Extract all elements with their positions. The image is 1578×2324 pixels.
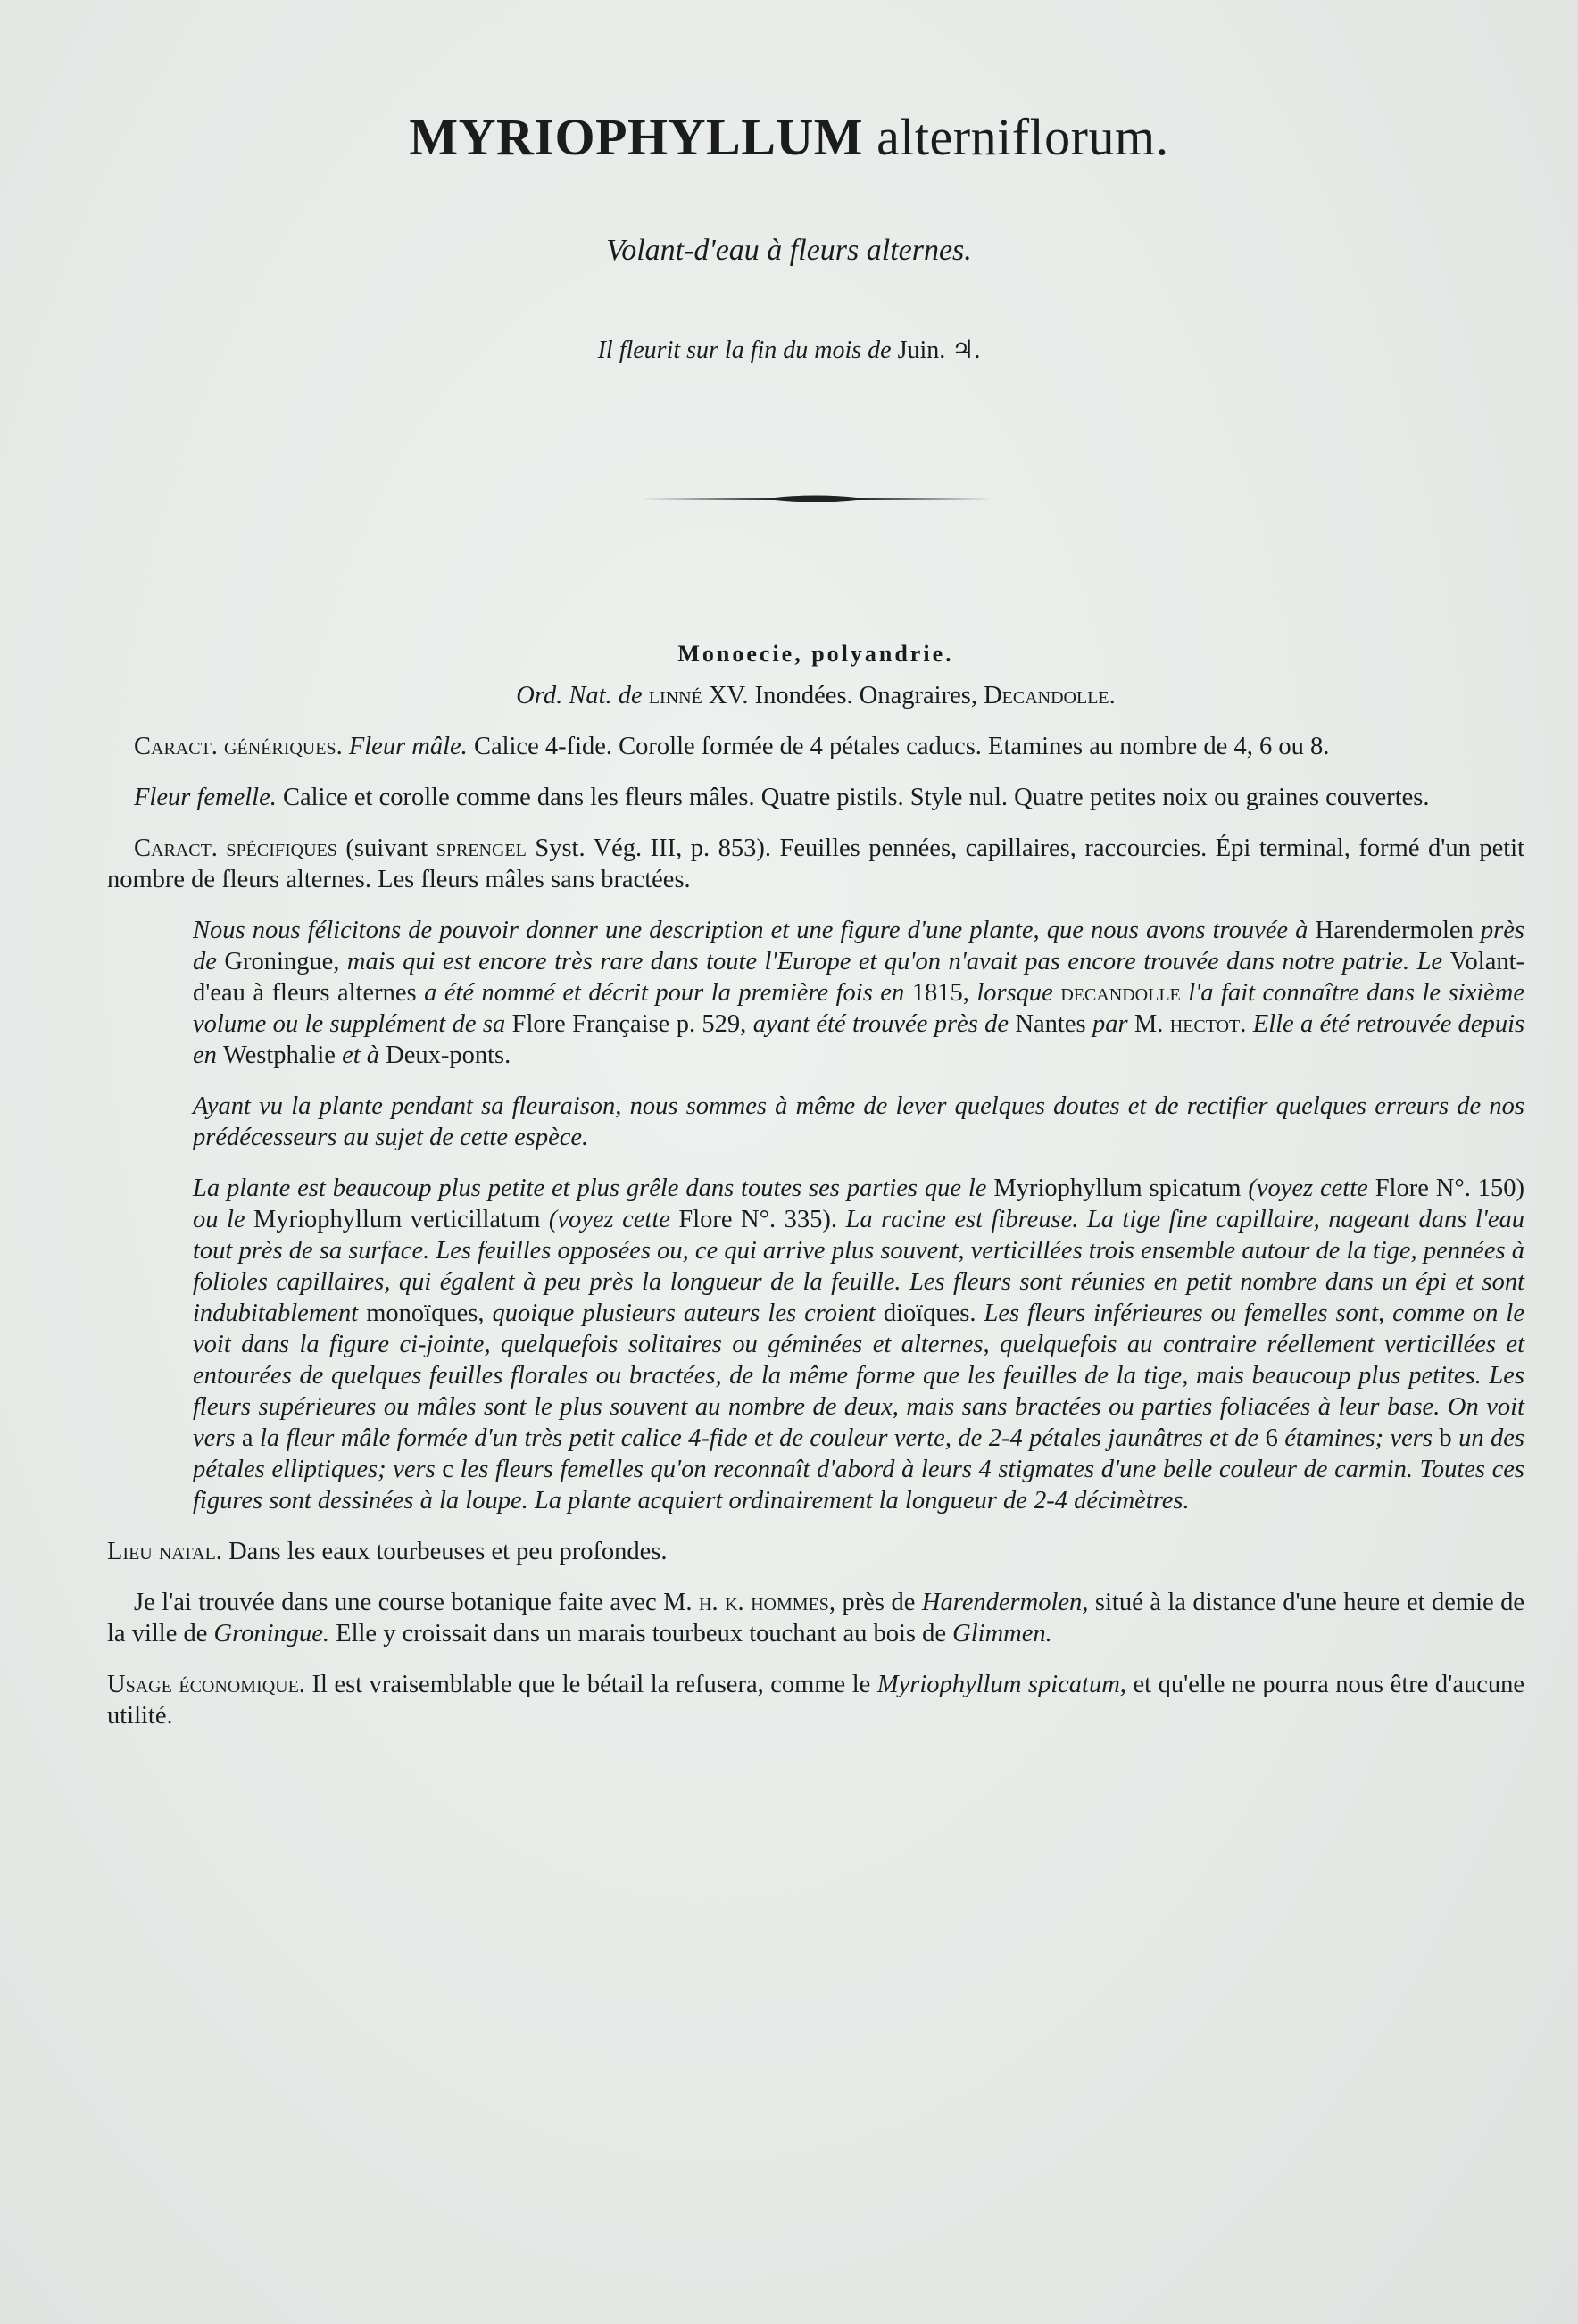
flowering-text: Il fleurit sur la fin du mois de: [597, 336, 892, 364]
habitat: Lieu natal. Dans les eaux tourbeuses et peu profondes.: [107, 1538, 668, 1565]
perennial-symbol: ♃.: [951, 336, 981, 364]
locality: Je l'ai trouvée dans une course botanique faite avec M. h. k. hommes, près de Harendermolen, situé à la distance d'une heure et demie de la ville de Groningue. Elle y croissait dans un marais tourbeux touchant au bois de Glimmen.: [107, 1589, 1525, 1648]
text-body: [107, 638, 1524, 1751]
economic-use: Usage économique. Il est vraisemblable que le bétail la refusera, comme le Myriophyllum spicatum, et qu'elle ne pourra nous être d'aucune utilité.: [107, 1671, 1525, 1730]
generic-characters: Caract. génériques. Fleur mâle. Calice 4-fide. Corolle formée de 4 pétales caducs. Etamines au nombre de 4, 6 ou 8.: [134, 733, 1330, 760]
page-title: [0, 107, 1578, 167]
intro-paragraph: Nous nous félicitons de pouvoir donner une description et une figure d'une plante, que nous avons trouvée à Harendermolen près de Groningue, mais qui est encore très rare dans toute l'Europe et qu'on n'avait pas encore trouvée dans notre patrie. Le Volant-d'eau à fleurs alternes a été nommé et décrit pour la première fois en 1815, lorsque decandolle l'a fait connaître dans le sixième volume ou le supplément de sa Flore Française p. 529, ayant été trouvée près de Nantes par M. hectot. Elle a été retrouvée depuis en Westphalie et à Deux-ponts.: [193, 917, 1525, 1069]
natural-order: Ord. Nat. de linné XV. Inondées. Onagraires, Decandolle.: [516, 682, 1116, 710]
title-genus: MYRIOPHYLLUM: [409, 108, 864, 166]
flowering-line: [0, 335, 1578, 365]
common-name: Volant-d'eau à fleurs alternes.: [606, 234, 972, 267]
class-heading: Monoecie, polyandrie.: [677, 641, 954, 667]
title-species: alterniflorum.: [876, 108, 1169, 166]
decorative-rule: [641, 493, 991, 505]
description-paragraph: La plante est beaucoup plus petite et plus grêle dans toutes ses parties que le Myriophyllum spicatum (voyez cette Flore N°. 150) ou le Myriophyllum verticillatum (voyez cette Flore N°. 335). La racine est fibreuse. La tige fine capillaire, nageant dans l'eau tout près de sa surface. Les feuilles opposées ou, ce qui arrive plus souvent, verticillées trois ensemble autour de la tige, pennées à folioles capillaires, qui égalent à peu près la longueur de la feuille. Les fleurs sont réunies en petit nombre dans un épi et sont indubitablement monoïques, quoique plusieurs auteurs les croient dioïques. Les fleurs inférieures ou femelles sont, comme on le voit dans la figure ci-jointe, quelquefois solitaires ou géminées et alternes, quelquefois au contraire réellement verticillées et entourées de quelques feuilles florales ou bractées, de la même forme que les feuilles de la tige, mais beaucoup plus petites. Les fleurs supérieures ou mâles sont le plus souvent au nombre de deux, mais sans bractées ou parties foliacées à leur base. On voit vers a la fleur mâle formée d'un très petit calice 4-fide et de couleur verte, de 2-4 pétales jaunâtres et de 6 étamines; vers b un des pétales elliptiques; vers c les fleurs femelles qu'on reconnaît d'abord à leurs 4 stigmates d'une belle couleur de carmin. Toutes ces figures sont dessinées à la loupe. La plante acquiert ordinairement la longueur de 2-4 décimètres.: [193, 1174, 1525, 1515]
specific-characters: Caract. spécifiques (suivant sprengel Syst. Vég. III, p. 853). Feuilles pennées, capillaires, raccourcies. Épi terminal, formé d'un petit nombre de fleurs alternes. Les fleurs mâles sans bractées.: [107, 834, 1525, 893]
flowering-month: Juin.: [897, 336, 946, 364]
observation-paragraph: Ayant vu la plante pendant sa fleuraison, nous sommes à même de lever quelques doutes et de rectifier quelques erreurs de nos prédécesseurs au sujet de cette espèce.: [193, 1092, 1524, 1151]
female-flower: Fleur femelle. Calice et corolle comme dans les fleurs mâles. Quatre pistils. Style nul. Quatre petites noix ou graines couvertes.: [134, 784, 1430, 811]
